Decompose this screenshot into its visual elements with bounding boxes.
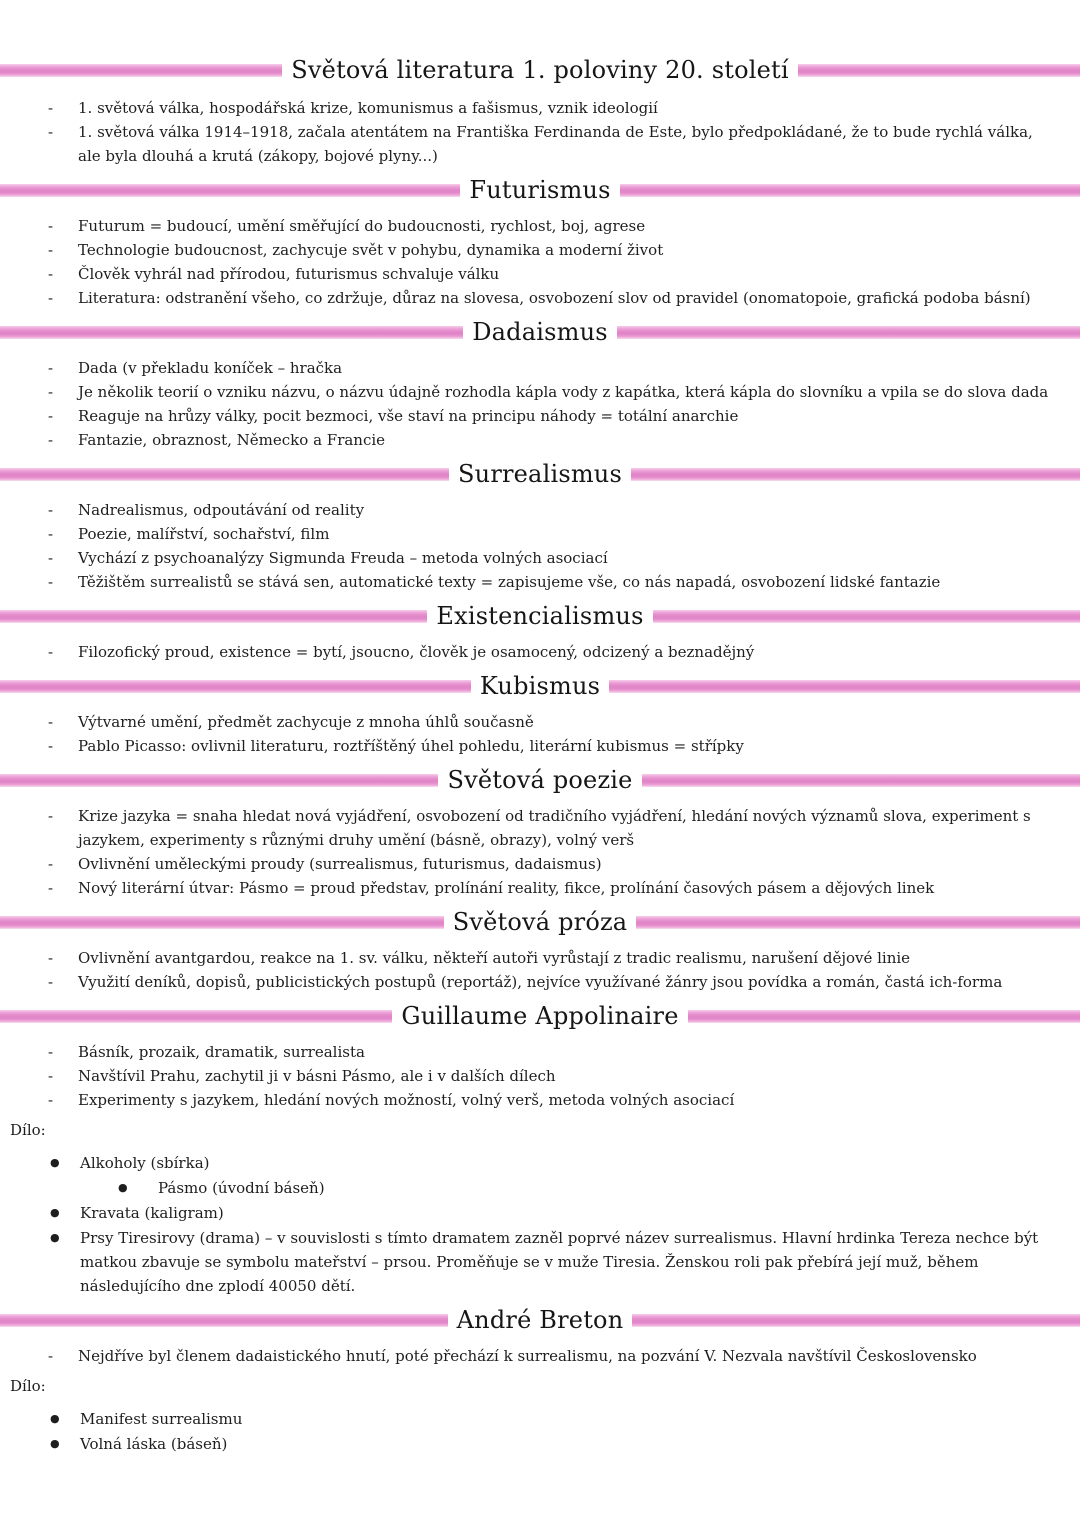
dash-bullet-marker: - [48, 1091, 54, 1109]
list-item-text: Futurum = budoucí, umění směřující do budoucnosti, rychlost, boj, agrese [78, 217, 646, 235]
dash-bullet-marker: - [48, 359, 54, 377]
list-item [0, 522, 1080, 546]
works-label: Dílo: [10, 1121, 46, 1139]
dash-bullet-marker: - [48, 737, 54, 755]
work-item-text: Prsy Tiresirovy (drama) – v souvislosti s tímto dramatem zazněl poprvé název surrealismus. Hlavní hrdinka Tereza nechce být matkou zbavuje se symbolu mateřství – prsou. Proměňuje se v muže Tiresia. Ženskou roli pak přebírá její muž, během následujícího dne zplodí 40050 dětí. [80, 1229, 1039, 1295]
dash-bullet-marker: - [48, 573, 54, 591]
dash-bullet-marker: - [48, 383, 54, 401]
section-heading: Dadaismus [472, 318, 608, 346]
heading-highlight-bar-right [688, 1010, 1080, 1023]
list-item [0, 710, 1080, 734]
section-kubismus [0, 672, 1080, 758]
list-item-text: Experimenty s jazykem, hledání nových možností, volný verš, metoda volných asociací [78, 1091, 735, 1109]
list-item [0, 498, 1080, 522]
heading-highlight-bar-left [0, 610, 427, 623]
dash-bullet-marker: - [48, 525, 54, 543]
heading-highlight-bar-left [0, 1010, 392, 1023]
work-item [0, 1432, 1080, 1456]
document-title-row [0, 56, 1080, 84]
list-item-text: Reaguje na hrůzy války, pocit bezmoci, vše staví na principu náhody = totální anarchie [78, 407, 739, 425]
list-item-text: Ovlivnění avantgardou, reakce na 1. sv. válku, někteří autoři vyrůstají z tradic realismu, narušení dějové linie [78, 949, 911, 967]
list-item [0, 546, 1080, 570]
title-highlight-bar-left [0, 64, 282, 77]
list-item [0, 876, 1080, 900]
work-subitem-text: Pásmo (úvodní báseň) [158, 1179, 325, 1197]
section-svetova-poezie [0, 766, 1080, 900]
list-item-text: Nadrealismus, odpoutávání od reality [78, 501, 365, 519]
work-item-text: Alkoholy (sbírka) [80, 1154, 210, 1172]
section-surrealismus [0, 460, 1080, 594]
dash-bullet-marker: - [48, 1067, 54, 1085]
heading-highlight-bar-left [0, 774, 438, 787]
work-item [0, 1151, 1080, 1200]
works-list [0, 1151, 1080, 1298]
dot-bullet-marker: ● [50, 1231, 60, 1244]
dash-bullet-marker: - [48, 217, 54, 235]
heading-highlight-bar-right [631, 468, 1080, 481]
section-heading: Světová poezie [447, 766, 633, 794]
list-item [0, 214, 1080, 238]
section-heading-row [0, 1306, 1080, 1334]
page-title: Světová literatura 1. poloviny 20. století [291, 56, 789, 84]
list-item [0, 1088, 1080, 1112]
list-item [0, 570, 1080, 594]
list-item-text: Je několik teorií o vzniku názvu, o názvu údajně rozhodla kápla vody z kapátka, která kápla do slovníku a vpila se do slova dada [78, 383, 1049, 401]
list-item-text: Fantazie, obraznost, Německo a Francie [78, 431, 386, 449]
section-futurismus [0, 176, 1080, 310]
dot-bullet-marker: ● [118, 1181, 128, 1194]
work-item-text: Kravata (kaligram) [80, 1204, 224, 1222]
heading-highlight-bar-right [653, 610, 1080, 623]
list-item-text: Nejdříve byl členem dadaistického hnutí, poté přechází k surrealismu, na pozvání V. Nezvala navštívil Československo [78, 1347, 977, 1365]
list-item [0, 96, 1080, 120]
list-item-text: 1. světová válka, hospodářská krize, komunismus a fašismus, vznik ideologií [78, 99, 658, 117]
dash-bullet-marker: - [48, 407, 54, 425]
heading-highlight-bar-left [0, 916, 444, 929]
list-item [0, 852, 1080, 876]
dash-bullet-marker: - [48, 1347, 54, 1365]
list-item-text: Těžištěm surrealistů se stává sen, automatické texty = zapisujeme vše, co nás napadá, osvobození lidské fantazie [78, 573, 941, 591]
list-item-text: Technologie budoucnost, zachycuje svět v pohybu, dynamika a moderní život [78, 241, 664, 259]
list-item-text: Literatura: odstranění všeho, co zdržuje, důraz na slovesa, osvobození slov od pravidel (onomatopoie, grafická podoba básní) [78, 289, 1031, 307]
section-heading-row [0, 766, 1080, 794]
section-heading-row [0, 318, 1080, 346]
section-heading: André Breton [456, 1306, 624, 1334]
work-item [0, 1226, 1080, 1298]
dash-bullet-marker: - [48, 855, 54, 873]
heading-highlight-bar-right [620, 184, 1080, 197]
section-heading-row [0, 1002, 1080, 1030]
list-item [0, 120, 1080, 168]
list-item-text: Pablo Picasso: ovlivnil literaturu, roztříštěný úhel pohledu, literární kubismus = střípky [78, 737, 744, 755]
section-heading-row [0, 176, 1080, 204]
list-item [0, 286, 1080, 310]
dash-bullet-marker: - [48, 713, 54, 731]
dash-bullet-marker: - [48, 879, 54, 897]
list-item-text: Básník, prozaik, dramatik, surrealista [78, 1043, 365, 1061]
bullet-list [0, 710, 1080, 758]
list-item-text: Dada (v překladu koníček – hračka [78, 359, 343, 377]
list-item [0, 356, 1080, 380]
heading-highlight-bar-right [609, 680, 1080, 693]
intro-bullet-list [0, 96, 1080, 168]
bullet-list [0, 1040, 1080, 1112]
heading-highlight-bar-left [0, 468, 449, 481]
dash-bullet-marker: - [48, 241, 54, 259]
section-heading: Guillaume Appolinaire [401, 1002, 679, 1030]
list-item [0, 262, 1080, 286]
list-item-text: Vychází z psychoanalýzy Sigmunda Freuda – metoda volných asociací [78, 549, 608, 567]
list-item-text: Filozofický proud, existence = bytí, jsoucno, člověk je osamocený, odcizený a beznadějný [78, 643, 755, 661]
section-existencialismus [0, 602, 1080, 664]
section-heading: Kubismus [479, 672, 601, 700]
list-item-text: 1. světová válka 1914–1918, začala atentátem na Františka Ferdinanda de Este, bylo předpokládané, že to bude rychlá válka, ale byla dlouhá a krutá (zákopy, bojové plyny...) [78, 123, 1033, 165]
work-subitem [80, 1176, 1060, 1200]
list-item [0, 404, 1080, 428]
heading-highlight-bar-right [636, 916, 1080, 929]
heading-highlight-bar-left [0, 680, 471, 693]
work-item [0, 1407, 1080, 1431]
dash-bullet-marker: - [48, 289, 54, 307]
list-item [0, 1344, 1080, 1368]
section-andre-breton [0, 1306, 1080, 1456]
section-heading: Existencialismus [436, 602, 644, 630]
dash-bullet-marker: - [48, 431, 54, 449]
dot-bullet-marker: ● [50, 1437, 60, 1450]
list-item-text: Poezie, malířství, sochařství, film [78, 525, 330, 543]
bullet-list [0, 214, 1080, 310]
dash-bullet-marker: - [48, 1043, 54, 1061]
work-item-text: Volná láska (báseň) [80, 1435, 228, 1453]
section-heading: Světová próza [452, 908, 628, 936]
dot-bullet-marker: ● [50, 1206, 60, 1219]
works-list [0, 1407, 1080, 1456]
bullet-list [0, 498, 1080, 594]
title-highlight-bar-right [798, 64, 1080, 77]
list-item-text: Člověk vyhrál nad přírodou, futurismus schvaluje válku [78, 265, 500, 283]
list-item [0, 946, 1080, 970]
dot-bullet-marker: ● [50, 1412, 60, 1425]
dash-bullet-marker: - [48, 265, 54, 283]
dash-bullet-marker: - [48, 123, 54, 141]
list-item [0, 1064, 1080, 1088]
list-item-text: Nový literární útvar: Pásmo = proud představ, prolínání reality, fikce, prolínání časových pásem a dějových linek [78, 879, 935, 897]
list-item [0, 380, 1080, 404]
works-sublist [80, 1176, 1060, 1200]
dash-bullet-marker: - [48, 949, 54, 967]
heading-highlight-bar-right [632, 1314, 1080, 1327]
dash-bullet-marker: - [48, 973, 54, 991]
list-item [0, 640, 1080, 664]
list-item [0, 238, 1080, 262]
section-heading: Futurismus [469, 176, 611, 204]
section-guillaume-appolinaire [0, 1002, 1080, 1298]
works-label: Dílo: [10, 1377, 46, 1395]
list-item [0, 1040, 1080, 1064]
list-item-text: Ovlivnění uměleckými proudy (surrealismus, futurismus, dadaismus) [78, 855, 602, 873]
dash-bullet-marker: - [48, 501, 54, 519]
list-item-text: Navštívil Prahu, zachytil ji v básni Pásmo, ale i v dalších dílech [78, 1067, 556, 1085]
dash-bullet-marker: - [48, 643, 54, 661]
heading-highlight-bar-right [617, 326, 1080, 339]
section-svetova-proza [0, 908, 1080, 994]
heading-highlight-bar-left [0, 326, 463, 339]
heading-highlight-bar-left [0, 184, 460, 197]
section-heading-row [0, 460, 1080, 488]
list-item [0, 804, 1080, 852]
dot-bullet-marker: ● [50, 1156, 60, 1169]
bullet-list [0, 1344, 1080, 1368]
list-item-text: Výtvarné umění, předmět zachycuje z mnoha úhlů současně [78, 713, 534, 731]
dash-bullet-marker: - [48, 807, 54, 825]
list-item-text: Využití deníků, dopisů, publicistických postupů (reportáž), nejvíce využívané žánry jsou povídka a román, častá ich-forma [78, 973, 1003, 991]
section-heading: Surrealismus [458, 460, 622, 488]
dash-bullet-marker: - [48, 549, 54, 567]
list-item-text: Krize jazyka = snaha hledat nová vyjádření, osvobození od tradičního vyjádření, hledání nových významů slova, experiment s jazykem, experimenty s různými druhy umění (básně, obrazy), volný verš [78, 807, 1031, 849]
bullet-list [0, 804, 1080, 900]
work-item-text: Manifest surrealismu [80, 1410, 243, 1428]
heading-highlight-bar-right [642, 774, 1080, 787]
section-heading-row [0, 908, 1080, 936]
list-item [0, 734, 1080, 758]
section-dadaismus [0, 318, 1080, 452]
bullet-list [0, 946, 1080, 994]
heading-highlight-bar-left [0, 1314, 448, 1327]
dash-bullet-marker: - [48, 99, 54, 117]
list-item [0, 970, 1080, 994]
section-heading-row [0, 602, 1080, 630]
bullet-list [0, 356, 1080, 452]
bullet-list [0, 640, 1080, 664]
list-item [0, 428, 1080, 452]
section-heading-row [0, 672, 1080, 700]
work-item [0, 1201, 1080, 1225]
